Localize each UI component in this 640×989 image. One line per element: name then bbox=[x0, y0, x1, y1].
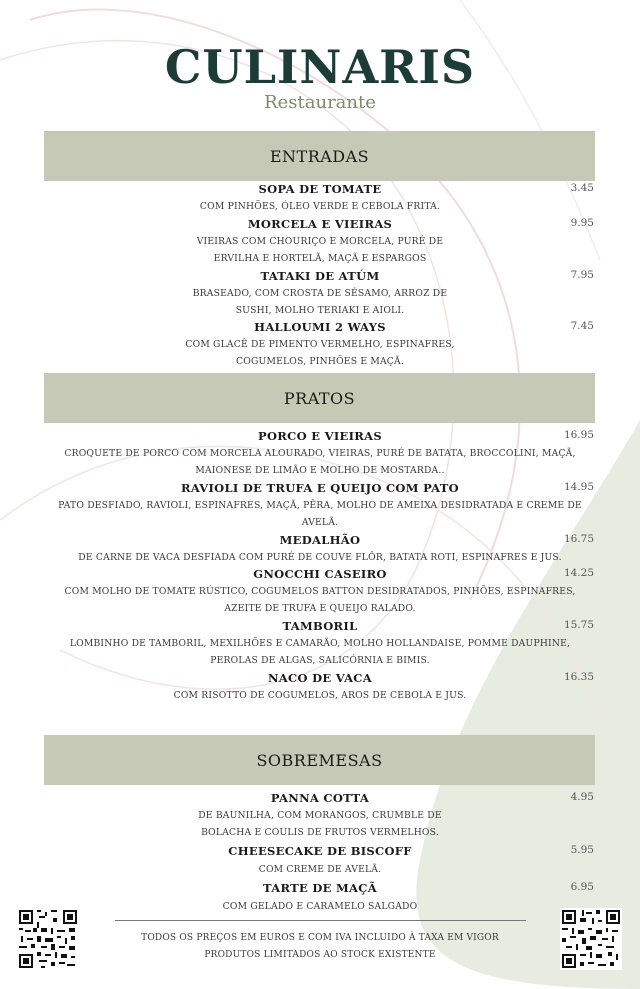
item-price: 16.75 bbox=[563, 533, 594, 545]
item-price: 7.95 bbox=[570, 269, 594, 281]
footer-divider bbox=[115, 920, 526, 921]
item-price: 5.95 bbox=[570, 844, 594, 856]
item-price: 7.45 bbox=[570, 320, 594, 332]
item-description: DE CARNE DE VACA DESFIADA COM PURÉ DE COUVE FLÔR, BATATA ROTI, ESPINAFRES E JUS. bbox=[78, 552, 562, 563]
item-description: CROQUETE DE PORCO COM MORCELA ALOURADO, VIEIRAS, PURÉ DE BATATA, BROCCOLINI, MAÇÃ, MAIONESE DE LIMÃO E MOLHO DE MOSTARDA.. bbox=[64, 448, 576, 476]
restaurant-subtitle: Restaurante bbox=[264, 92, 376, 113]
item-price: 14.25 bbox=[563, 567, 594, 579]
item-name: GNOCCHI CASEIRO bbox=[253, 567, 387, 581]
section-header-sobremesas: SOBREMESAS bbox=[44, 735, 595, 785]
item-price: 14.95 bbox=[563, 481, 594, 493]
item-name: MORCELA E VIEIRAS bbox=[247, 217, 393, 231]
footer-text bbox=[0, 930, 640, 964]
item-price: 6.95 bbox=[570, 881, 594, 893]
item-description: COM RISOTTO DE COGUMELOS, AROS DE CEBOLA E JUS. bbox=[173, 690, 467, 701]
item-price: 4.95 bbox=[570, 791, 594, 803]
item-description: LOMBINHO DE TAMBORIL, MEXILHÕES E CAMARÃO, MOLHO HOLLANDAISE, POMME DAUPHINE, PEROLAS DE ALGAS, SALICÓRNIA E BIMIS. bbox=[69, 638, 571, 666]
item-description: COM GLACÊ DE PIMENTO VERMELHO, ESPINAFRES, COGUMELOS, PINHÕES E MAÇÃ. bbox=[185, 339, 455, 367]
item-description: COM MOLHO DE TOMATE RÚSTICO, COGUMELOS BATTON DESIDRATADOS, PINHÕES, ESPINAFRES, AZEITE DE TRUFA E QUEIJO RALADO. bbox=[64, 586, 576, 614]
qr-code-icon[interactable] bbox=[17, 908, 79, 970]
item-name: RAVIOLI DE TRUFA E QUEIJO COM PATO bbox=[181, 481, 459, 495]
item-price: 3.45 bbox=[570, 182, 594, 194]
item-price: 15.75 bbox=[563, 619, 594, 631]
item-name: PANNA COTTA bbox=[270, 791, 370, 805]
item-name: NACO DE VACA bbox=[268, 671, 372, 685]
item-name: TATAKI DE ATÚM bbox=[260, 269, 380, 283]
item-name: CHEESECAKE DE BISCOFF bbox=[228, 844, 412, 858]
item-price: 16.35 bbox=[563, 671, 594, 683]
item-description: COM PINHÕES, ÓLEO VERDE E CEBOLA FRITA. bbox=[199, 201, 441, 212]
item-name: PORCO E VIEIRAS bbox=[258, 429, 382, 443]
item-description: COM GELADO E CARAMELO SALGADO bbox=[222, 901, 418, 912]
qr-code-icon[interactable] bbox=[560, 908, 622, 970]
item-price: 16.95 bbox=[563, 429, 594, 441]
item-price: 9.95 bbox=[570, 217, 594, 229]
item-name: SOPA DE TOMATE bbox=[258, 182, 382, 196]
item-name: TARTE DE MAÇÃ bbox=[263, 881, 377, 895]
section-header-pratos: PRATOS bbox=[44, 373, 595, 423]
item-name: MEDALHÃO bbox=[279, 533, 361, 547]
item-name: HALLOUMI 2 WAYS bbox=[254, 320, 386, 334]
footer-line-2: PRODUTOS LIMITADOS AO STOCK EXISTENTE bbox=[204, 950, 436, 960]
item-description: BRASEADO, COM CROSTA DE SÉSAMO, ARROZ DE SUSHI, MOLHO TERIAKI E AIOLI. bbox=[192, 288, 448, 316]
item-name: TAMBORIL bbox=[282, 619, 358, 633]
item-description: VIEIRAS COM CHOURIÇO E MORCELA, PURÉ DE ERVILHA E HORTELÃ, MAÇÃ E ESPARGOS bbox=[196, 236, 444, 264]
item-description: COM CREME DE AVELÃ. bbox=[258, 864, 382, 875]
section-header-entradas: ENTRADAS bbox=[44, 131, 595, 181]
footer-line-1: TODOS OS PREÇOS EM EUROS E COM IVA INCLUIDO À TAXA EM VIGOR bbox=[141, 933, 499, 943]
restaurant-name: CULINARIS bbox=[164, 40, 476, 94]
item-description: DE BAUNILHA, COM MORANGOS, CRUMBLE DE BOLACHA E COULIS DE FRUTOS VERMELHOS. bbox=[198, 810, 442, 838]
item-description: PATO DESFIADO, RAVIOLI, ESPINAFRES, MAÇÃ, PÊRA, MOLHO DE AMEIXA DESIDRATADA E CREME DE AVELÃ. bbox=[58, 500, 582, 528]
